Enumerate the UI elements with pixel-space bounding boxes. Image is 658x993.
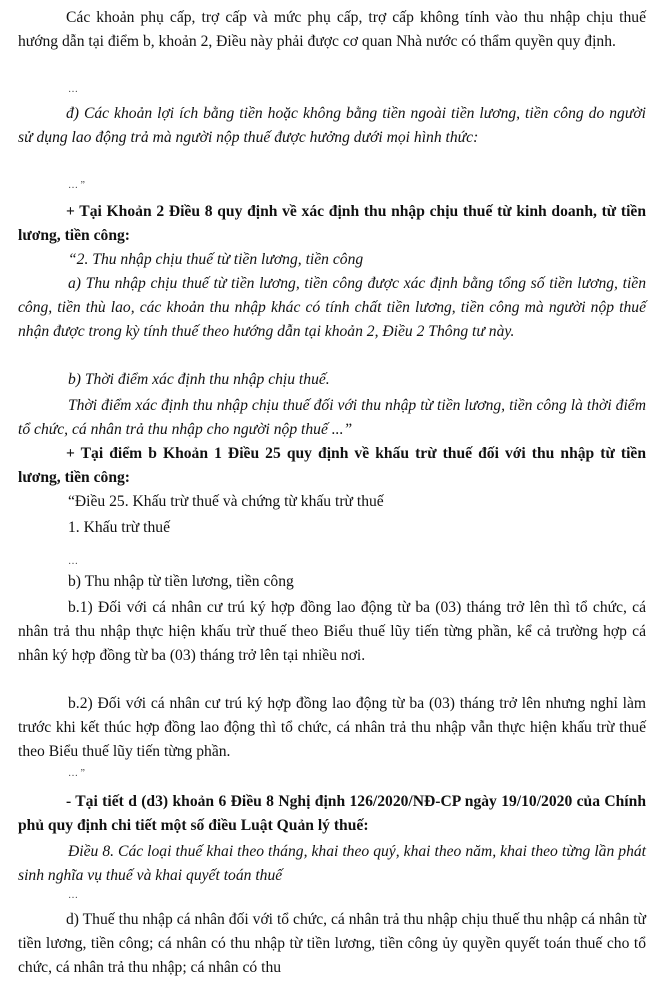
ellipsis: … ” — [68, 180, 85, 191]
paragraph-salary-income: b) Thu nhập từ tiền lương, tiền công — [68, 573, 294, 590]
ellipsis: … — [68, 84, 78, 95]
paragraph-withholding-heading: 1. Khấu trừ thuế — [68, 519, 170, 536]
paragraph-allowances: Các khoản phụ cấp, trợ cấp và mức phụ cấp, trợ cấp không tính vào thu nhập chịu thuế hướng dẫn tại điểm b, khoản 2, Điều này phải được cơ quan Nhà nước có thẩm quyền quy định. — [18, 9, 646, 50]
ellipsis: … ” — [68, 768, 85, 779]
paragraph-taxable-income-b: b) Thời điểm xác định thu nhập chịu thuế. — [68, 371, 330, 388]
paragraph-b2: b.2) Đối với cá nhân cư trú ký hợp đồng lao động từ ba (03) tháng trở lên nhưng nghỉ làm trước khi kết thúc hợp đồng lao động thì tổ chức, cá nhân trả thu nhập vẫn thực hiện khấu trừ thuế theo Biểu thuế lũy tiến từng phần. — [18, 695, 646, 760]
paragraph-b1: b.1) Đối với cá nhân cư trú ký hợp đồng lao động từ ba (03) tháng trở lên thì tổ chức, cá nhân trả thu nhập thực hiện khấu trừ thuế theo Biểu thuế lũy tiến từng phần, kể cả trường hợp cá nhân ký hợp đồng từ ba (03) tháng trở lên tại nhiều nơi. — [18, 599, 646, 664]
paragraph-decree-126: - Tại tiết d (d3) khoản 6 Điều 8 Nghị định 126/2020/NĐ-CP ngày 19/10/2020 của Chính phủ quy định chi tiết một số điều Luật Quản lý thuế: — [18, 793, 646, 834]
paragraph-quote-heading: “2. Thu nhập chịu thuế từ tiền lương, tiền công — [68, 251, 364, 268]
paragraph-clause-2-article-8: + Tại Khoản 2 Điều 8 quy định về xác định thu nhập chịu thuế từ kinh doanh, từ tiền lương, tiền công: — [18, 203, 646, 244]
paragraph-article-8: Điều 8. Các loại thuế khai theo tháng, khai theo quý, khai theo năm, khai theo từng lần phát sinh nghĩa vụ thuế và khai quyết toán thuế — [18, 843, 646, 884]
ellipsis: … — [68, 890, 78, 901]
paragraph-time-of-determination: Thời điểm xác định thu nhập chịu thuế đối với thu nhập từ tiền lương, tiền công là thời điểm tổ chức, cá nhân trả thu nhập cho người nộp thuế ...” — [18, 397, 646, 438]
paragraph-personal-income-tax: d) Thuế thu nhập cá nhân đối với tổ chức, cá nhân trả thu nhập chịu thuế thu nhập cá nhân từ tiền lương, tiền công; cá nhân có thu nhập từ tiền lương, tiền công ủy quyền quyết toán thuế cho tổ chức, cá nhân trả thu nhập; cá nhân có thu — [18, 911, 646, 976]
paragraph-benefits: đ) Các khoản lợi ích bằng tiền hoặc không bằng tiền ngoài tiền lương, tiền công do người sử dụng lao động trả mà người nộp thuế được hưởng dưới mọi hình thức: — [18, 105, 646, 146]
ellipsis: … — [68, 556, 78, 567]
paragraph-article-25: + Tại điểm b Khoản 1 Điều 25 quy định về khấu trừ thuế đối với thu nhập từ tiền lương, tiền công: — [18, 445, 646, 486]
paragraph-article-25-title: “Điều 25. Khấu trừ thuế và chứng từ khấu trừ thuế — [68, 493, 384, 510]
paragraph-taxable-income-a: a) Thu nhập chịu thuế từ tiền lương, tiền công được xác định bằng tổng số tiền lương, tiền công, tiền thù lao, các khoản thu nhập khác có tính chất tiền lương, tiền công mà người nộp thuế nhận được trong kỳ tính thuế theo hướng dẫn tại khoản 2, Điều 2 Thông tư này. — [18, 275, 646, 340]
